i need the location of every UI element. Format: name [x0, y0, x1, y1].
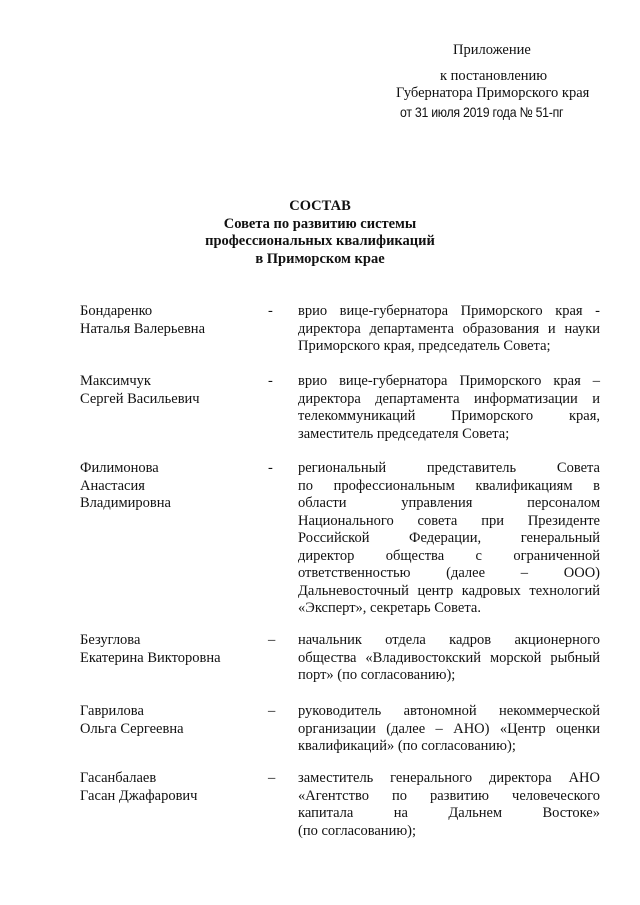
- resolution-ref: к постановлению: [440, 68, 548, 84]
- member-position-line: врио вице-губернатора Приморского края –: [298, 373, 600, 389]
- member-dash: -: [268, 373, 273, 389]
- appendix-label: Приложение: [453, 42, 531, 58]
- member-position-line: квалификаций» (по согласованию);: [298, 738, 516, 754]
- member-name-line: Ольга Сергеевна: [80, 720, 184, 737]
- member-position-line: врио вице-губернатора Приморского края -: [298, 303, 600, 319]
- member-position-line: (по согласованию);: [298, 822, 417, 839]
- member-position-line: капитала на Дальнем Востоке»: [298, 805, 600, 821]
- member-name-line: Безуглова: [80, 632, 141, 648]
- member-name-line: Анастасия: [80, 477, 145, 494]
- document-subtitle-1: Совета по развитию системы: [223, 216, 417, 232]
- member-name: [80, 303, 260, 338]
- member-position-line: Национального совета при Президенте: [298, 512, 600, 529]
- member-name-line: Екатерина Викторовна: [80, 649, 221, 666]
- member-position-line: области управления персоналом: [298, 495, 600, 511]
- member-position-line: директора департамента информатизации и: [298, 390, 600, 407]
- member-position: [298, 632, 600, 685]
- member-name: [80, 632, 260, 667]
- member-dash: –: [268, 632, 276, 648]
- member-name: [80, 770, 260, 805]
- member-name-line: Наталья Валерьевна: [80, 320, 205, 337]
- member-position-line: телекоммуникаций Приморского края,: [298, 408, 600, 424]
- governor-ref: Губернатора Приморского края: [396, 85, 590, 101]
- member-position-line: ответственностью (далее – ООО): [298, 565, 600, 581]
- document-subtitle-3: в Приморском крае: [255, 251, 385, 267]
- member-position-line: Дальневосточный центр кадровых технологий: [298, 582, 600, 599]
- member-position: [298, 703, 600, 756]
- member-name-line: Бондаренко: [80, 303, 153, 319]
- document-subtitle-2: профессиональных квалификаций: [205, 233, 435, 249]
- member-name-line: Филимонова: [80, 460, 159, 476]
- member-dash: -: [268, 460, 273, 476]
- member-name: [80, 703, 260, 738]
- member-position-line: «Агентство по развитию человеческого: [298, 787, 600, 804]
- member-position: [298, 770, 600, 840]
- member-name-line: Гасанбалаев: [80, 770, 157, 786]
- member-position: [298, 460, 600, 618]
- member-position: [298, 373, 600, 443]
- member-position-line: директора департамента образования и науки: [298, 320, 600, 337]
- member-name-line: Гаврилова: [80, 703, 144, 719]
- member-dash: –: [268, 703, 276, 719]
- member-position-line: общества «Владивостокский морской рыбный: [298, 649, 600, 666]
- member-position-line: руководитель автономной некоммерческой: [298, 703, 600, 719]
- member-position-line: заместитель генерального директора АНО: [298, 770, 600, 786]
- member-position-line: директор общества с ограниченной: [298, 547, 600, 564]
- member-position-line: по профессиональным квалификациям в: [298, 477, 600, 494]
- resolution-date: от 31 июля 2019 года № 51-пг: [400, 104, 564, 120]
- member-position-line: заместитель председателя Совета;: [298, 425, 510, 442]
- member-position-line: начальник отдела кадров акционерного: [298, 632, 600, 648]
- member-position-line: Приморского края, председатель Совета;: [298, 338, 551, 354]
- member-position-line: региональный представитель Совета: [298, 460, 600, 476]
- document-title: СОСТАВ: [289, 198, 351, 214]
- member-name-line: Владимировна: [80, 495, 171, 511]
- member-dash: –: [268, 770, 276, 786]
- member-name-line: Гасан Джафарович: [80, 787, 198, 804]
- member-position-line: Российской Федерации, генеральный: [298, 530, 600, 546]
- member-name: [80, 460, 260, 513]
- member-name: [80, 373, 260, 408]
- member-name-line: Сергей Васильевич: [80, 390, 200, 407]
- member-dash: -: [268, 303, 273, 319]
- member-position-line: порт» (по согласованию);: [298, 667, 456, 683]
- member-name-line: Максимчук: [80, 373, 151, 389]
- member-position-line: «Эксперт», секретарь Совета.: [298, 600, 481, 616]
- member-position-line: организации (далее – АНО) «Центр оценки: [298, 720, 600, 737]
- member-position: [298, 303, 600, 356]
